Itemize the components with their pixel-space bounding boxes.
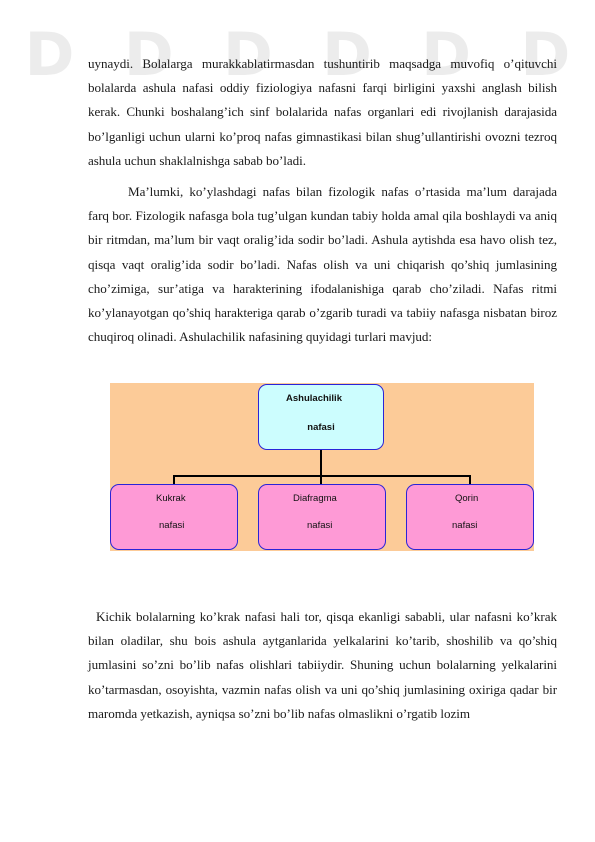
connector-trunk [320,450,322,476]
root-node [258,384,384,450]
leaf-node-chest [110,484,238,550]
leaf-node-subtitle: nafasi [159,520,185,531]
watermark-glyph: D [322,20,372,90]
leaf-node-title: Qorin [455,493,479,504]
leaf-node-abdominal [406,484,534,550]
leaf-node-title: Diafragma [293,493,337,504]
paragraph-2: Ma’lumki, ko’ylashdagi nafas bilan fizologik nafas o’rtasida ma’lum darajada farq bor. Fizologik nafasga bola tug’ulgan kundan tabiy holda amal qila boshlaydi va aniq bir ritmdan, ma’lum bir vaqt oralig’ida sodir bo’ladi. Ashula aytishda esa havo olish tez, qisqa vaqt oralig’ida sodir bo’ladi. Nafas olish va uni chiqarish qo’shiq jumlasining cho’zimiga, sur’atiga va harakterining ifodalanishiga qarab cho’ziladi. Nafas ritmi ko’ylanayotgan qo’shiq harakteriga qarab o’zgarib turadi va tabiiy nafasga nisbatan biroz chuqiroq olinadi. Ashulachilik nafasining quyidagi turlari mavjud: [88,184,557,345]
breathing-types-diagram [110,383,534,551]
watermark-glyph: D [421,20,472,90]
leaf-node-title: Kukrak [156,493,186,504]
connector-bar [173,475,471,477]
root-node-title: Ashulachilik [286,393,342,404]
paragraph-3: Kichik bolalarning ko’krak nafasi hali tor, qisqa ekanligi sababli, ular nafasni ko’krak bilan oladilar, shu bois ashula aytganlarida yelkalarini ko’tarib, shoshilib va qo’shiq jumlasini so’zni bo’lib nafas olishlari tabiiydir. Shuning uchun bolalarning yelkalarini ko’tarmasdan, osoyishta, vazmin nafas olish va uni qo’shiq jumlasining oxiriga qadar bir maromda yetkazish, ayniqsa so’zni bo’lib nafas olmaslikni o’rgatib lozim [88,609,557,721]
watermark-glyph: D [222,20,273,90]
watermark-glyph: D [24,20,75,90]
watermark-glyph: D [520,20,571,90]
leaf-node-subtitle: nafasi [307,520,333,531]
leaf-node-subtitle: nafasi [452,520,478,531]
paragraph-1: uynaydi. Bolalarga murakkablatirmasdan tushuntirib maqsadga muvofiq o’qituvchi bolalarda ashula nafasi oddiy fiziologiya nafasni farqi birligini yaxshi anglash bilish kerak. Chunki boshalang’ich sinf bolalarida nafas organlari edi rivojlanish darajasida bo’lganligi uchun ularni ko’proq nafas gimnastikasi bilan shug’ullantirishi ovozni tezroq ashula uchun shaklalnishga sabab bo’ladi. [88,56,557,168]
leaf-node-diaphragm [258,484,386,550]
root-node-subtitle: nafasi [307,422,335,433]
watermark-glyph: D [123,20,174,90]
